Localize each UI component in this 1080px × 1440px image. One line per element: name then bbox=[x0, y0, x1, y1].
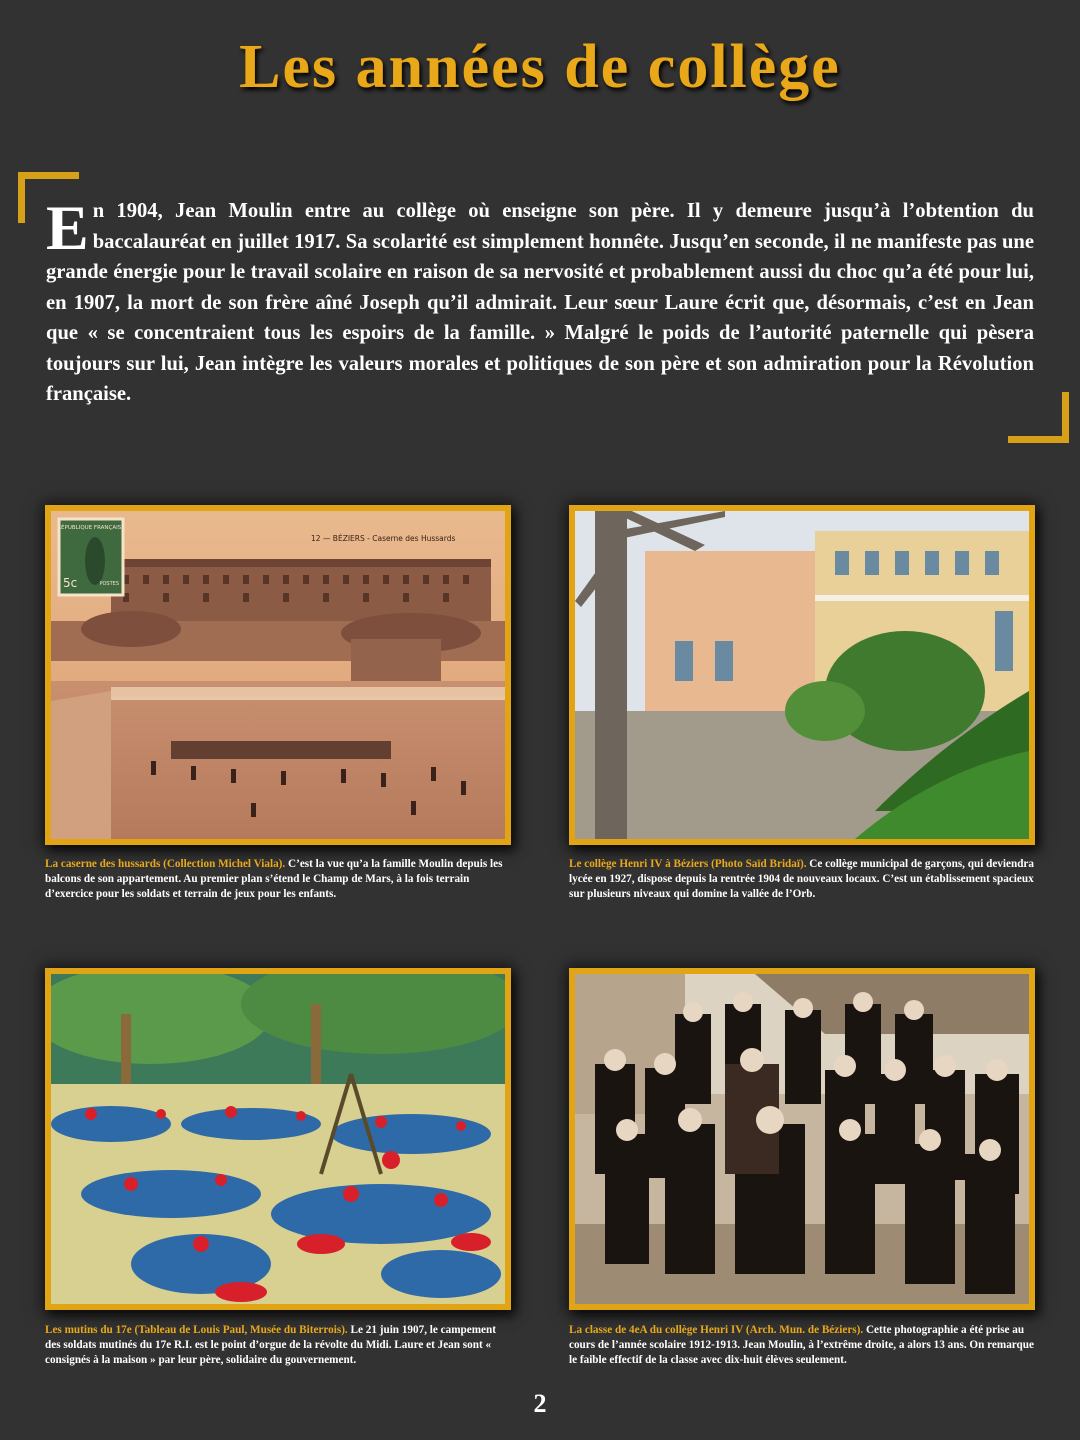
page-title: Les années de collège bbox=[239, 33, 841, 101]
caption-highlight: La caserne des hussards (Collection Michel Viala). bbox=[45, 858, 286, 870]
caption-college-henri-iv bbox=[569, 857, 1037, 902]
stamp-header: RÉPUBLIQUE FRANÇAISE bbox=[57, 525, 125, 531]
drop-cap: E bbox=[46, 192, 89, 263]
caption-text: Le 21 juin 1907, le campement des soldats mutinés du 17e R.I. est le point d’orgue de la révolte du Midi. Laure et Jean sont « consignés à la maison » par leur père, solidaire du gouvernement. bbox=[45, 1324, 496, 1366]
caption-highlight: La classe de 4eA du collège Henri IV (Arch. Mun. de Béziers). bbox=[569, 1324, 864, 1336]
postcard-label: 12 — BÉZIERS - Caserne des Hussards bbox=[311, 534, 456, 543]
stamp-footer: POSTES bbox=[99, 581, 119, 587]
photo-hussar-barracks bbox=[45, 505, 511, 845]
page-number: 2 bbox=[533, 1389, 547, 1418]
caption-text: Cette photographie a été prise au cours de l’année scolaire 1912-1913. Jean Moulin, à l’extrême droite, a alors 13 ans. On remarque le faible effectif de la classe avec dix-huit élèves seulement. bbox=[569, 1324, 1034, 1366]
photo-mutins-painting bbox=[45, 968, 511, 1310]
photo-college-henri-iv bbox=[569, 505, 1035, 845]
photo-class-4a bbox=[569, 968, 1035, 1310]
caption-highlight: Le collège Henri IV à Béziers (Photo Saïd Bridaï). bbox=[569, 858, 807, 870]
caption-hussar-barracks bbox=[45, 857, 513, 902]
intro-paragraph bbox=[46, 192, 1034, 410]
caption-text: Ce collège municipal de garçons, qui deviendra lycée en 1927, dispose depuis la rentrée 1904 de nouveaux locaux. C’est un établissement spacieux sur plusieurs niveaux qui domine la vallée de l’Orb. bbox=[569, 858, 1034, 900]
caption-text: C’est la vue qu’a la famille Moulin depuis les balcons de son appartement. Au premier plan s’étend le Champ de Mars, à la fois terrain d’exercice pour les soldats et terrain de jeux pour les enfants. bbox=[45, 858, 503, 900]
caption-mutins-painting bbox=[45, 1323, 513, 1368]
stamp-value: 5c bbox=[63, 576, 78, 590]
caption-highlight: Les mutins du 17e (Tableau de Louis Paul, Musée du Biterrois). bbox=[45, 1324, 348, 1336]
caption-class-4a bbox=[569, 1323, 1037, 1368]
intro-text: n 1904, Jean Moulin entre au collège où enseigne son père. Il y demeure jusqu’à l’obtention du baccalauréat en juillet 1917. Sa scolarité est simplement honnête. Jusqu’en seconde, il ne manifeste pas une grande énergie pour le travail scolaire en raison de sa nervosité et probablement aussi du choc qu’a été pour lui, en 1907, la mort de son frère aîné Joseph qu’il admirait. Leur sœur Laure écrit que, désormais, c’est en Jean que « se concentraient tous les espoirs de la famille. » Malgré le poids de l’autorité paternelle qui pèsera toujours sur lui, Jean intègre les valeurs morales et politiques de son père et son admiration pour la Révolution française. bbox=[46, 200, 1034, 405]
